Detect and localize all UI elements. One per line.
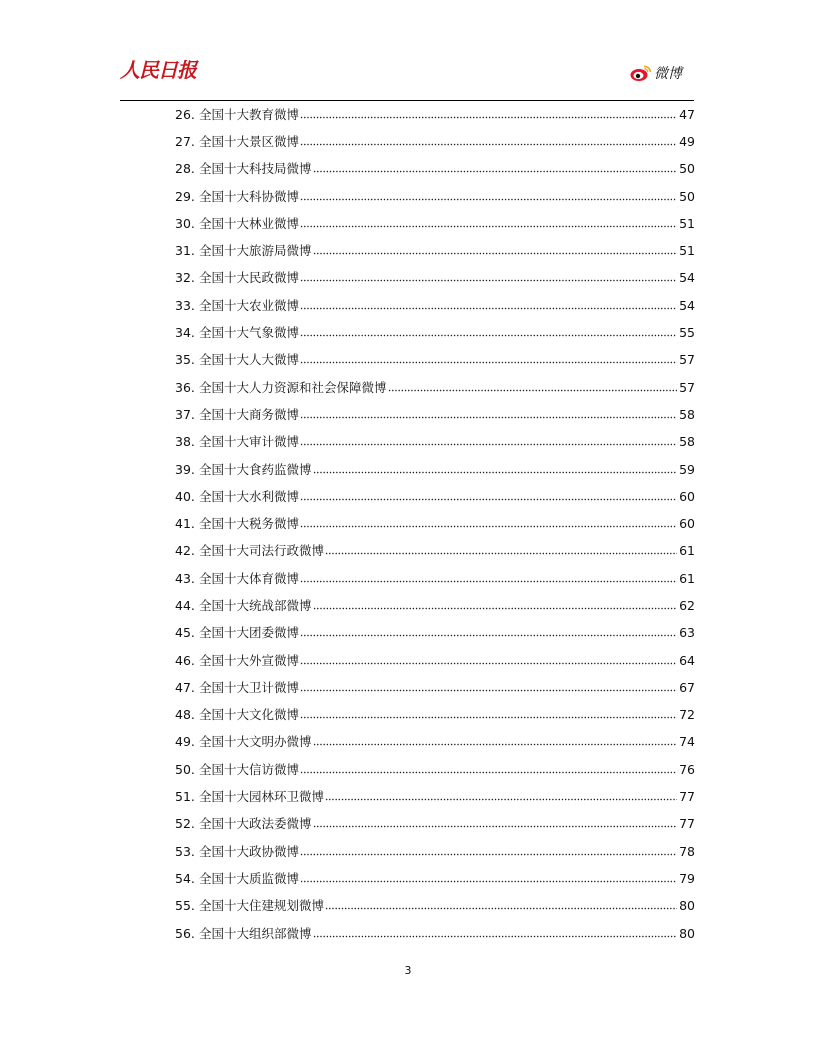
toc-dot-leader: [300, 493, 677, 501]
table-of-contents: [175, 101, 695, 947]
toc-entry[interactable]: [175, 865, 695, 892]
toc-entry-page: 74: [679, 734, 695, 750]
toc-entry-title: 全国十大园林环卫微博: [199, 789, 325, 805]
toc-dot-leader: [300, 274, 677, 282]
toc-dot-leader: [388, 384, 678, 392]
toc-entry-page: 51: [679, 215, 695, 231]
toc-entry-title: 全国十大人大微博: [199, 352, 300, 368]
toc-entry-number: 53.: [175, 843, 195, 859]
toc-entry-page: 59: [679, 461, 695, 477]
weibo-logo: [630, 62, 682, 84]
toc-entry-title: 全国十大科协微博: [199, 188, 300, 204]
toc-entry-number: 48.: [175, 707, 195, 723]
toc-entry-title: 全国十大体育微博: [199, 570, 300, 586]
page-number: 3: [404, 964, 412, 977]
toc-entry-title: 全国十大科技局微博: [199, 161, 312, 177]
toc-entry-number: 51.: [175, 789, 195, 805]
toc-entry[interactable]: [175, 401, 695, 428]
toc-entry-page: 49: [679, 133, 695, 149]
peoples-daily-logo: 人民日报: [120, 58, 196, 82]
toc-entry-number: 42.: [175, 543, 195, 559]
toc-entry-number: 55.: [175, 898, 195, 914]
toc-dot-leader: [313, 466, 678, 474]
toc-entry[interactable]: [175, 592, 695, 619]
toc-dot-leader: [325, 902, 677, 910]
toc-entry-number: 29.: [175, 188, 195, 204]
toc-entry-title: 全国十大审计微博: [199, 434, 300, 450]
toc-entry-number: 44.: [175, 597, 195, 613]
toc-dot-leader: [313, 165, 678, 173]
toc-dot-leader: [300, 520, 677, 528]
toc-dot-leader: [313, 738, 678, 746]
toc-dot-leader: [313, 820, 678, 828]
toc-dot-leader: [300, 356, 677, 364]
toc-entry-number: 30.: [175, 215, 195, 231]
toc-dot-leader: [300, 711, 677, 719]
toc-entry[interactable]: [175, 128, 695, 155]
toc-entry-title: 全国十大文明办微博: [199, 734, 312, 750]
toc-entry-number: 28.: [175, 161, 195, 177]
toc-entry[interactable]: [175, 456, 695, 483]
weibo-eye-icon: [630, 64, 652, 82]
toc-entry-title: 全国十大质监微博: [199, 870, 300, 886]
toc-entry-number: 49.: [175, 734, 195, 750]
toc-dot-leader: [300, 111, 677, 119]
toc-entry-number: 40.: [175, 488, 195, 504]
toc-entry-number: 32.: [175, 270, 195, 286]
toc-entry[interactable]: [175, 101, 695, 128]
toc-entry-number: 33.: [175, 297, 195, 313]
toc-entry[interactable]: [175, 756, 695, 783]
toc-entry-title: 全国十大旅游局微博: [199, 243, 312, 259]
toc-entry-number: 31.: [175, 243, 195, 259]
toc-entry[interactable]: [175, 565, 695, 592]
toc-entry-title: 全国十大组织部微博: [199, 925, 312, 941]
toc-entry-page: 47: [679, 106, 695, 122]
toc-entry-page: 54: [679, 297, 695, 313]
toc-entry[interactable]: [175, 702, 695, 729]
toc-entry[interactable]: [175, 783, 695, 810]
toc-entry-title: 全国十大农业微博: [199, 297, 300, 313]
toc-entry-title: 全国十大政协微博: [199, 843, 300, 859]
toc-entry-page: 55: [679, 325, 695, 341]
toc-entry[interactable]: [175, 674, 695, 701]
toc-entry-title: 全国十大文化微博: [199, 707, 300, 723]
toc-entry-page: 58: [679, 406, 695, 422]
toc-entry-title: 全国十大教育微博: [199, 106, 300, 122]
toc-entry-title: 全国十大卫计微博: [199, 679, 300, 695]
toc-dot-leader: [300, 329, 677, 337]
toc-entry-number: 39.: [175, 461, 195, 477]
toc-entry-number: 47.: [175, 679, 195, 695]
toc-entry-title: 全国十大统战部微博: [199, 597, 312, 613]
toc-entry-number: 46.: [175, 652, 195, 668]
toc-entry-page: 57: [679, 379, 695, 395]
toc-entry[interactable]: [175, 210, 695, 237]
toc-entry-page: 50: [679, 188, 695, 204]
toc-entry[interactable]: [175, 292, 695, 319]
toc-entry-page: 78: [679, 843, 695, 859]
toc-dot-leader: [325, 793, 677, 801]
toc-entry-page: 67: [679, 679, 695, 695]
toc-entry[interactable]: [175, 893, 695, 920]
toc-entry-number: 54.: [175, 870, 195, 886]
toc-dot-leader: [300, 411, 677, 419]
toc-entry[interactable]: [175, 319, 695, 346]
toc-entry-number: 52.: [175, 816, 195, 832]
toc-entry-number: 56.: [175, 925, 195, 941]
toc-entry-page: 60: [679, 488, 695, 504]
toc-dot-leader: [300, 684, 677, 692]
toc-entry-page: 64: [679, 652, 695, 668]
toc-entry-title: 全国十大政法委微博: [199, 816, 312, 832]
toc-entry-page: 54: [679, 270, 695, 286]
toc-entry-page: 76: [679, 761, 695, 777]
toc-entry-page: 57: [679, 352, 695, 368]
toc-entry-title: 全国十大税务微博: [199, 516, 300, 532]
toc-dot-leader: [300, 575, 677, 583]
toc-dot-leader: [313, 930, 678, 938]
toc-entry[interactable]: [175, 920, 695, 947]
toc-entry[interactable]: [175, 237, 695, 264]
toc-entry[interactable]: [175, 647, 695, 674]
toc-entry-title: 全国十大住建规划微博: [199, 898, 325, 914]
toc-dot-leader: [313, 247, 678, 255]
toc-entry-title: 全国十大林业微博: [199, 215, 300, 231]
toc-entry[interactable]: [175, 620, 695, 647]
toc-entry-number: 35.: [175, 352, 195, 368]
toc-entry-number: 37.: [175, 406, 195, 422]
toc-entry[interactable]: [175, 538, 695, 565]
toc-dot-leader: [300, 220, 677, 228]
toc-entry-number: 34.: [175, 325, 195, 341]
toc-entry-number: 26.: [175, 106, 195, 122]
toc-dot-leader: [313, 602, 678, 610]
toc-entry-title: 全国十大气象微博: [199, 325, 300, 341]
toc-entry-number: 36.: [175, 379, 195, 395]
toc-entry-title: 全国十大信访微博: [199, 761, 300, 777]
toc-dot-leader: [300, 302, 677, 310]
weibo-logo-text: 微博: [654, 66, 682, 82]
toc-entry[interactable]: [175, 838, 695, 865]
toc-entry-number: 41.: [175, 516, 195, 532]
toc-entry-number: 38.: [175, 434, 195, 450]
toc-entry-title: 全国十大人力资源和社会保障微博: [199, 379, 387, 395]
toc-entry-title: 全国十大外宣微博: [199, 652, 300, 668]
toc-entry-title: 全国十大司法行政微博: [199, 543, 325, 559]
toc-entry[interactable]: [175, 510, 695, 537]
toc-entry[interactable]: [175, 156, 695, 183]
toc-entry-title: 全国十大景区微博: [199, 133, 300, 149]
toc-entry[interactable]: [175, 265, 695, 292]
toc-entry[interactable]: [175, 374, 695, 401]
toc-entry[interactable]: [175, 347, 695, 374]
toc-entry-number: 45.: [175, 625, 195, 641]
toc-entry-page: 58: [679, 434, 695, 450]
toc-dot-leader: [300, 766, 677, 774]
toc-entry[interactable]: [175, 811, 695, 838]
toc-entry-page: 63: [679, 625, 695, 641]
toc-entry[interactable]: [175, 729, 695, 756]
toc-dot-leader: [300, 193, 677, 201]
toc-dot-leader: [300, 629, 677, 637]
toc-entry-page: 77: [679, 816, 695, 832]
toc-entry-title: 全国十大食药监微博: [199, 461, 312, 477]
toc-dot-leader: [300, 848, 677, 856]
toc-entry-page: 62: [679, 597, 695, 613]
toc-entry-page: 51: [679, 243, 695, 259]
toc-entry-title: 全国十大民政微博: [199, 270, 300, 286]
toc-entry-page: 50: [679, 161, 695, 177]
toc-dot-leader: [300, 657, 677, 665]
toc-entry-page: 60: [679, 516, 695, 532]
toc-entry-page: 80: [679, 898, 695, 914]
toc-entry-page: 80: [679, 925, 695, 941]
toc-entry[interactable]: [175, 483, 695, 510]
toc-entry[interactable]: [175, 183, 695, 210]
toc-entry-number: 50.: [175, 761, 195, 777]
toc-dot-leader: [300, 138, 677, 146]
toc-entry-number: 43.: [175, 570, 195, 586]
toc-dot-leader: [300, 875, 677, 883]
toc-entry-page: 79: [679, 870, 695, 886]
toc-entry-page: 72: [679, 707, 695, 723]
toc-entry[interactable]: [175, 429, 695, 456]
toc-entry-page: 77: [679, 789, 695, 805]
toc-dot-leader: [300, 438, 677, 446]
toc-entry-title: 全国十大商务微博: [199, 406, 300, 422]
toc-entry-title: 全国十大水利微博: [199, 488, 300, 504]
toc-entry-number: 27.: [175, 133, 195, 149]
toc-dot-leader: [325, 547, 677, 555]
toc-entry-page: 61: [679, 570, 695, 586]
toc-entry-page: 61: [679, 543, 695, 559]
toc-entry-title: 全国十大团委微博: [199, 625, 300, 641]
